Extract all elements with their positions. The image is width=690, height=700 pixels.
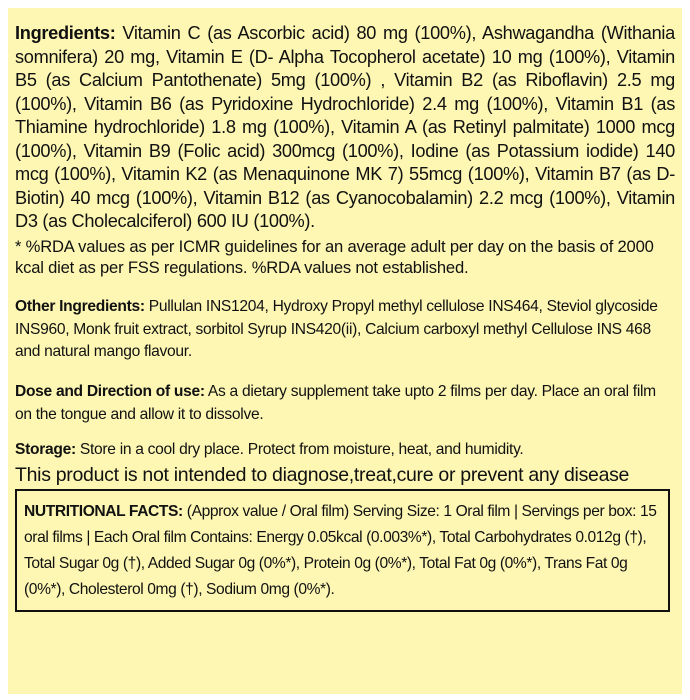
nutrition-facts-box bbox=[15, 489, 670, 612]
dose-label: Dose and Direction of use: bbox=[15, 383, 205, 400]
label-panel bbox=[8, 8, 682, 694]
other-ingredients-section bbox=[15, 296, 675, 364]
storage-label: Storage: bbox=[15, 441, 76, 458]
storage-section bbox=[15, 439, 675, 461]
dose-text: As a dietary supplement take upto 2 films per day. Place an oral film on the tongue and allow it to dissolve. bbox=[15, 383, 656, 423]
disclaimer: This product is not intended to diagnose,treat,cure or prevent any disease bbox=[15, 464, 630, 486]
rda-note: * %RDA values as per ICMR guidelines for an average adult per day on the basis of 2000 kcal diet as per FSS regulations. %RDA values not established. bbox=[15, 237, 654, 277]
nutrition-text: (Approx value / Oral film) Serving Size: 1 Oral film | Servings per box: 15 oral films | Each Oral film Contains: Energy 0.05kcal (0.003%*), Total Carbohydrates 0.012g (†), Total Sugar 0g (†), Added Sugar 0g (0%*), Protein 0g (0%*), Total Fat 0g (0%*), Trans Fat 0g (0%*), Cholesterol 0mg (†), Sodium 0mg (0%*). bbox=[24, 503, 657, 598]
storage-text: Store in a cool dry place. Protect from moisture, heat, and humidity. bbox=[75, 441, 524, 458]
ingredients-text: Vitamin C (as Ascorbic acid) 80 mg (100%), Ashwagandha (Withania somnifera) 20 mg, Vitamin E (D- Alpha Tocopherol acetate) 10 mg (100%), Vitamin B5 (as Calcium Pantothenate) 5mg (100%) , Vitamin B2 (as Riboflavin) 2.5 mg (100%), Vitamin B6 (as Pyridoxine Hydrochloride) 2.4 mg (100%), Vitamin B1 (as Thiamine hydrochloride) 1.8 mg (100%), Vitamin A (as Retinyl palmitate) 1000 mcg (100%), Vitamin B9 (Folic acid) 300mcg (100%), Iodine (as Potassium iodide) 140 mcg (100%), Vitamin K2 (as Menaquinone MK 7) 55mcg (100%), Vitamin B7 (as D-Biotin) 40 mcg (100%), Vitamin B12 (as Cyanocobalamin) 2.2 mcg (100%), Vitamin D3 (as Cholecalciferol) 600 IU (100%). bbox=[15, 23, 675, 231]
ingredients-label: Ingredients: bbox=[15, 23, 116, 43]
other-ingredients-label: Other Ingredients: bbox=[15, 298, 145, 315]
ingredients-section bbox=[15, 22, 675, 234]
nutrition-label: NUTRITIONAL FACTS: bbox=[24, 503, 183, 520]
dose-section bbox=[15, 381, 675, 426]
other-ingredients-text: Pullulan INS1204, Hydroxy Propyl methyl cellulose INS464, Steviol glycoside INS960, Monk fruit extract, sorbitol Syrup INS420(ii), Calcium carboxyl methyl Cellulose INS 468 and natural mango flavour. bbox=[15, 298, 658, 360]
